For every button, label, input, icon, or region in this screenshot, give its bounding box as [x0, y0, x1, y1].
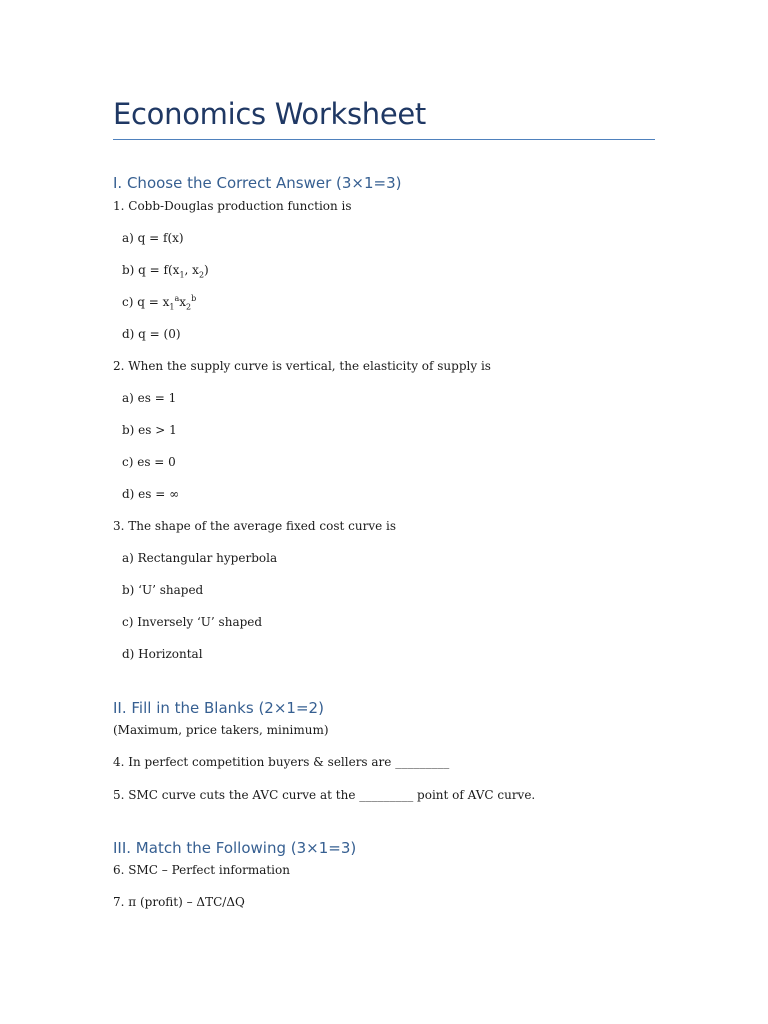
q3-option-d: d) Horizontal: [122, 647, 203, 661]
question-7: 7. π (profit) – ΔTC/ΔQ: [113, 895, 245, 909]
q3-option-a: a) Rectangular hyperbola: [122, 551, 278, 565]
question-6: 6. SMC – Perfect information: [113, 863, 290, 877]
fill-blank-options: (Maximum, price takers, minimum): [113, 723, 329, 737]
q1-option-c: c) $q = x_1^ax_2^b$: [122, 294, 197, 312]
section-heading-choose: I. Choose the Correct Answer (3×1=3): [113, 174, 402, 192]
question-3: 3. The shape of the average fixed cost curve is: [113, 519, 397, 533]
question-4: 4. In perfect competition buyers & sellers are _________: [113, 755, 450, 769]
q1-option-b: b) $q = f(x_1$, $x_2$): [122, 263, 209, 280]
section-heading-match: III. Match the Following (3×1=3): [113, 839, 357, 857]
title-underline: [113, 139, 655, 140]
question-1: 1. Cobb-Douglas production function is: [113, 199, 352, 213]
page-title: Economics Worksheet: [113, 97, 426, 131]
question-2: 2. When the supply curve is vertical, the elasticity of supply is: [113, 359, 491, 373]
q2-option-c: c) es = 0: [122, 455, 176, 469]
q2-option-a: a) es = 1: [122, 391, 177, 405]
section-heading-fill-blanks: II. Fill in the Blanks (2×1=2): [113, 699, 324, 717]
q3-option-c: c) Inversely ‘U’ shaped: [122, 615, 263, 629]
q2-option-b: b) es > 1: [122, 423, 177, 437]
q3-option-b: b) ‘U’ shaped: [122, 583, 204, 597]
question-5: 5. SMC curve cuts the AVC curve at the _________ point of AVC curve.: [113, 788, 536, 802]
q1-option-d: d) q = (0): [122, 327, 181, 341]
q1-option-a: a) q = f(x): [122, 231, 184, 245]
q2-option-d: d) es = ∞: [122, 487, 180, 501]
